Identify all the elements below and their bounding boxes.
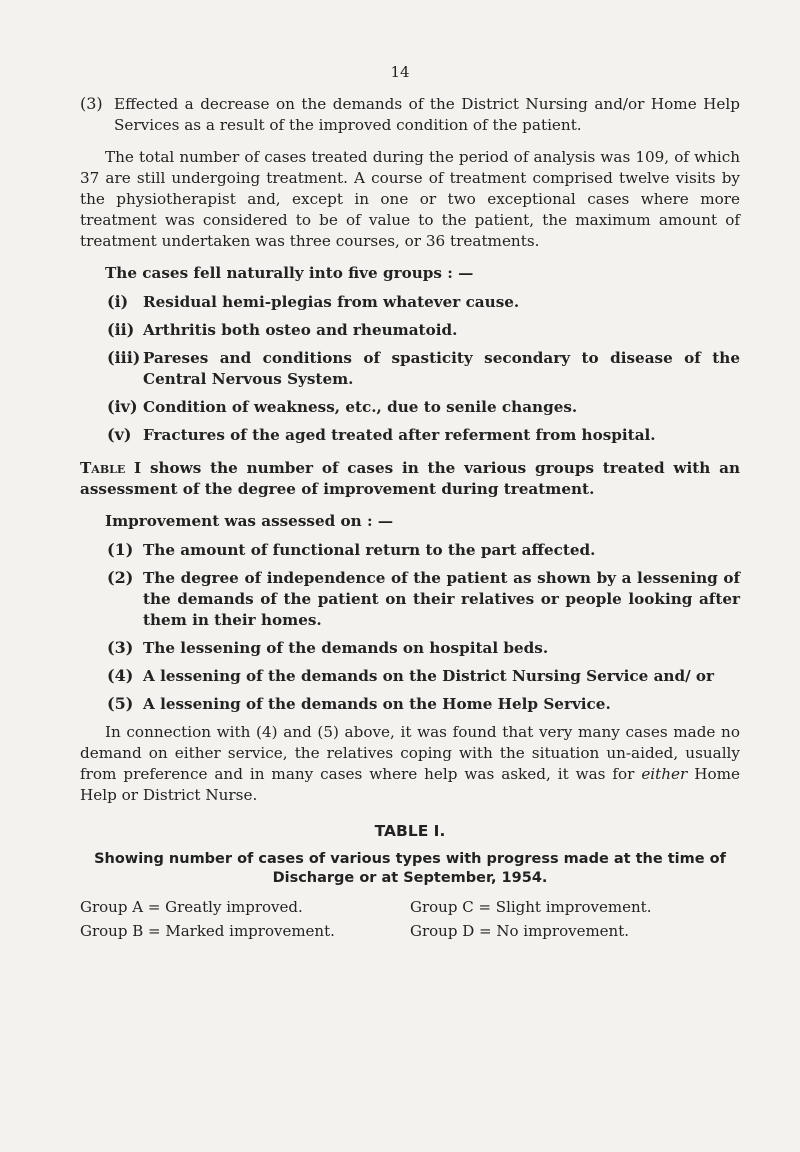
legend-entry: Group D = No improvement. [410, 922, 630, 940]
list-item [107, 694, 740, 715]
groups-list [107, 292, 740, 446]
list-item-number: (4) [107, 666, 134, 685]
list-item-number: (iii) [107, 348, 141, 367]
list-item-number: (3) [107, 638, 134, 657]
item-text: Effected a decrease on the demands of the District Nursing and/or Home Help Services as a result of the improved condition of the patient. [114, 95, 740, 134]
list-item [107, 425, 740, 446]
list-item-text: A lessening of the demands on the District Nursing Service and/ or [143, 667, 715, 685]
list-item-text: A lessening of the demands on the Home Help Service. [143, 695, 611, 713]
list-item [107, 320, 740, 341]
table-reference-lead: Table I [80, 459, 142, 477]
list-item-text: Residual hemi-plegias from whatever cause. [143, 293, 520, 311]
table-caption: Showing number of cases of various types with progress made at the time of Discharge or at September, 1954. [94, 851, 726, 886]
page-number: 14 [390, 63, 410, 81]
improvement-intro: Improvement was assessed on : — [105, 512, 394, 530]
list-item-number: (iv) [107, 397, 138, 416]
list-item [107, 397, 740, 418]
list-item-text: The degree of independence of the patient as shown by a lessening of the demands of the patient on their relatives or people looking after them in their homes. [143, 569, 740, 629]
legend-entry: Group B = Marked improvement. [80, 922, 335, 940]
list-item-text: Condition of weakness, etc., due to senile changes. [143, 398, 578, 416]
list-item-number: (i) [107, 292, 129, 311]
connection-paragraph [80, 722, 740, 806]
effect-item-3 [80, 94, 740, 136]
improvement-list [107, 540, 740, 715]
group-legend [80, 898, 740, 940]
total-cases-paragraph: The total number of cases treated during the period of analysis was 109, of which 37 are still undergoing treatment. A course of treatment comprised twelve visits by the physiotherapist and, except in one or two exceptional cases where more treatment was considered to be of value to the patient, the maximum amount of treatment undertaken was three courses, or 36 treatments. [80, 148, 740, 250]
list-item-text: Pareses and conditions of spasticity secondary to disease of the Central Nervous System. [143, 349, 740, 388]
table-title: TABLE I. [374, 822, 446, 840]
list-item-number: (2) [107, 568, 134, 587]
list-item [107, 638, 740, 659]
connection-text-start: In connection with (4) and (5) above, it was found that very many cases made no demand on either service, the relatives coping with the situation un-aided, usually from preference and in many cases where help was asked, it was for [80, 723, 740, 783]
list-item-number: (ii) [107, 320, 135, 339]
list-item-number: (v) [107, 425, 132, 444]
connection-text-end: Home Help or District Nurse. [80, 765, 740, 804]
list-item-number: (1) [107, 540, 134, 559]
legend-entry: Group A = Greatly improved. [80, 898, 303, 916]
legend-entry: Group C = Slight improvement. [410, 898, 652, 916]
groups-intro: The cases fell naturally into five groups : — [105, 264, 474, 282]
connection-emphasis: either [641, 765, 688, 783]
list-item-text: The lessening of the demands on hospital beds. [143, 639, 549, 657]
list-item [107, 348, 740, 390]
table-reference-paragraph [80, 458, 740, 500]
list-item-number: (5) [107, 694, 134, 713]
list-item [107, 540, 740, 561]
item-number: (3) [80, 94, 103, 113]
list-item-text: Fractures of the aged treated after referment from hospital. [143, 426, 656, 444]
list-item-text: The amount of functional return to the part affected. [143, 541, 596, 559]
table-reference-text: shows the number of cases in the various groups treated with an assessment of the degree of improvement during treatment. [80, 459, 740, 498]
list-item [107, 666, 740, 687]
list-item [107, 568, 740, 631]
list-item [107, 292, 740, 313]
list-item-text: Arthritis both osteo and rheumatoid. [143, 321, 458, 339]
page-content [80, 94, 740, 940]
